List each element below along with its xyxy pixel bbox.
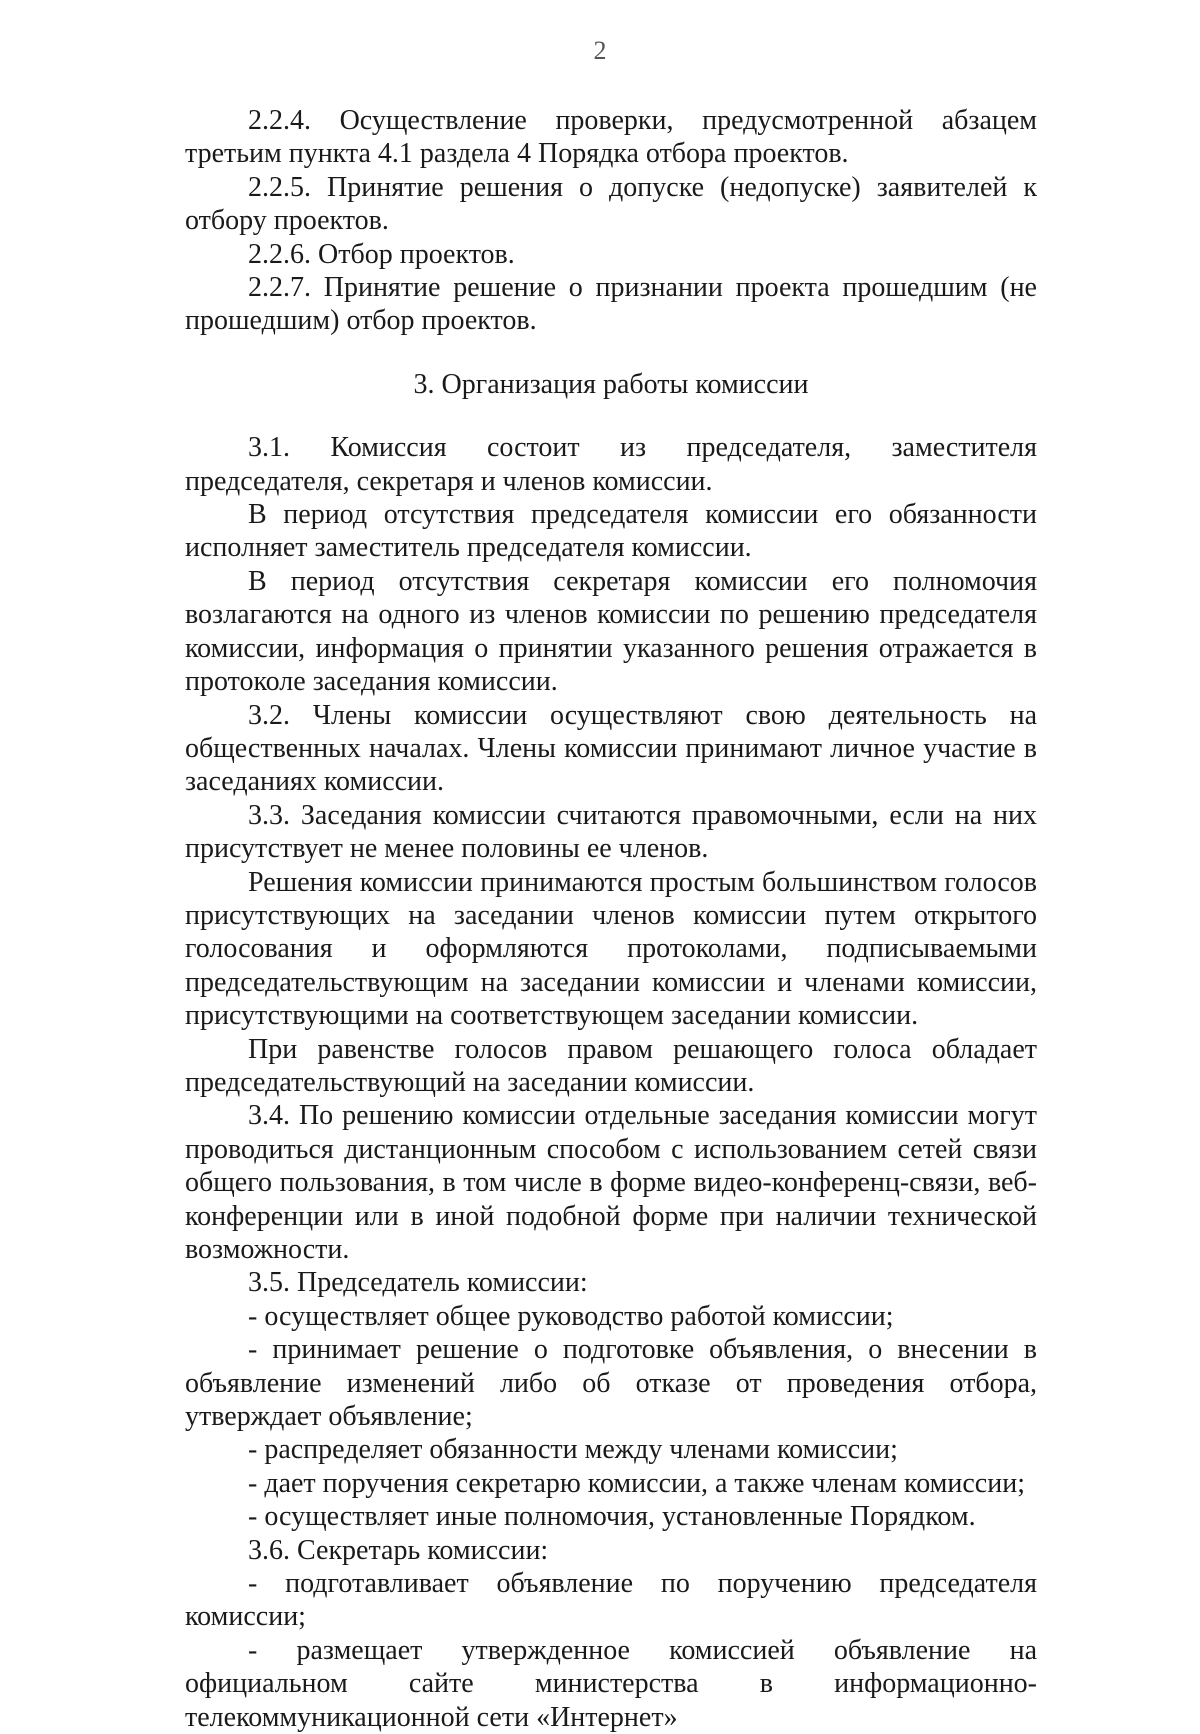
- paragraph-3-6: 3.6. Секретарь комиссии:: [248, 1534, 549, 1566]
- paragraph-2-2-5: 2.2.5. Принятие решения о допуске (недопуске) заявителей к отбору проектов.: [185, 171, 1037, 237]
- list-item-secretary-2: - размещает утвержденное комиссией объявление на официальном сайте министерства в информационно-телекоммуникационной сети «Интернет»: [185, 1634, 1037, 1733]
- document-body: [185, 104, 1037, 1734]
- paragraph-decisions: Решения комиссии принимаются простым большинством голосов присутствующих на заседании членов комиссии путем открытого голосования и оформляются протоколами, подписываемыми председательствующим на заседании комиссии и членами комиссии, присутствующими на соответствующем заседании комиссии.: [185, 866, 1037, 1032]
- list-item-chair-4: - дает поручения секретарю комиссии, а также членам комиссии;: [248, 1467, 1025, 1499]
- list-item-chair-3: - распределяет обязанности между членами комиссии;: [248, 1434, 898, 1466]
- paragraph-secretary-absence: В период отсутствия секретаря комиссии его полномочия возлагаются на одного из членов комиссии по решению председателя комиссии, информация о принятии указанного решения отражается в протоколе заседания комиссии.: [185, 565, 1037, 698]
- paragraph-2-2-7: 2.2.7. Принятие решение о признании проекта прошедшим (не прошедшим) отбор проектов.: [185, 272, 1037, 337]
- paragraph-tie-vote: При равенстве голосов правом решающего голоса обладает председательствующий на заседании комиссии.: [185, 1033, 1037, 1098]
- paragraph-3-4: 3.4. По решению комиссии отдельные заседания комиссии могут проводиться дистанционным способом с использованием сетей связи общего пользования, в том числе в форме видео-конференц-связи, веб-конференции или в иной подобной форме при наличии технической возможности.: [185, 1100, 1037, 1265]
- list-item-chair-1: - осуществляет общее руководство работой комиссии;: [248, 1300, 894, 1332]
- paragraph-3-2: 3.2. Члены комиссии осуществляют свою деятельность на общественных началах. Члены комиссии принимают личное участие в заседаниях комиссии.: [185, 699, 1037, 798]
- paragraph-chair-absence: В период отсутствия председателя комиссии его обязанности исполняет заместитель председателя комиссии.: [185, 499, 1037, 564]
- list-item-secretary-1: - подготавливает объявление по поручению председателя комиссии;: [185, 1568, 1037, 1633]
- page-number: 2: [593, 36, 607, 65]
- list-item-chair-2: - принимает решение о подготовке объявления, о внесении в объявление изменений либо об отказе от проведения отбора, утверждает объявление;: [185, 1334, 1037, 1433]
- paragraph-3-5: 3.5. Председатель комиссии:: [248, 1267, 588, 1299]
- paragraph-2-2-4: 2.2.4. Осуществление проверки, предусмотренной абзацем третьим пункта 4.1 раздела 4 Порядка отбора проектов.: [185, 105, 1037, 170]
- list-item-chair-5: - осуществляет иные полномочия, установленные Порядком.: [248, 1501, 976, 1533]
- section-heading: 3. Организация работы комиссии: [413, 368, 809, 400]
- paragraph-3-1: 3.1. Комиссия состоит из председателя, заместителя председателя, секретаря и членов комиссии.: [185, 432, 1037, 497]
- paragraph-2-2-6: 2.2.6. Отбор проектов.: [248, 238, 515, 270]
- paragraph-3-3: 3.3. Заседания комиссии считаются правомочными, если на них присутствует не менее половины ее членов.: [185, 799, 1037, 865]
